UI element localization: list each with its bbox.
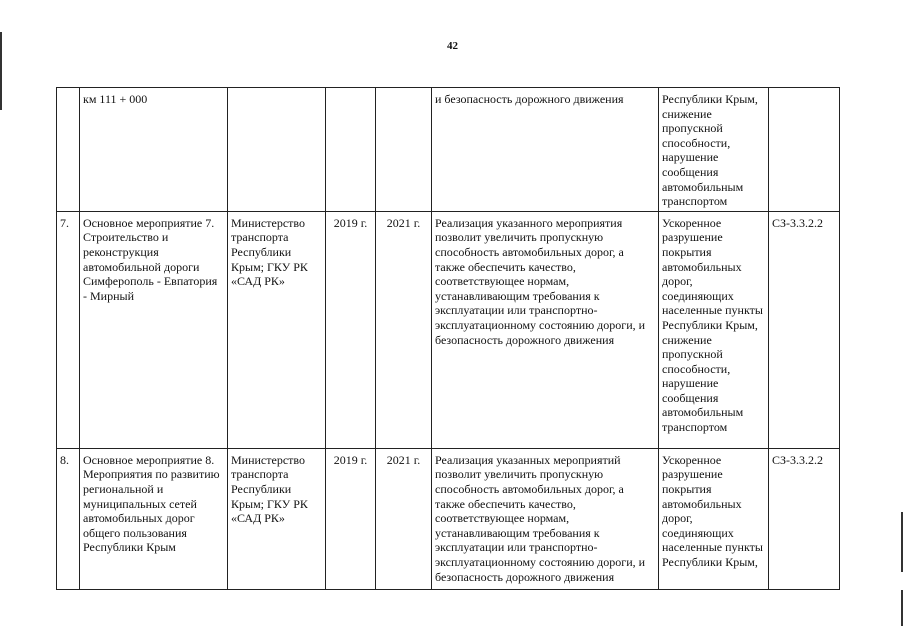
table-row	[57, 88, 840, 212]
scan-edge-mark	[901, 512, 903, 572]
expected-result-cell: и безопасность дорожного движения	[432, 88, 659, 212]
end-year-cell: 2021 г.	[376, 211, 432, 448]
start-year-cell: 2019 г.	[326, 448, 376, 589]
end-year-cell: 2021 г.	[376, 448, 432, 589]
table-row	[57, 448, 840, 589]
expected-result-cell: Реализация указанных мероприятий позволит увеличить пропускную способность автомобильных дорог, а также обеспечить качество, соответствующее нормам, устанавливающим требования к эксплуатации или транспортно-эксплуатационному состоянию дороги, и безопасность дорожного движения	[432, 448, 659, 589]
indicator-link-cell: СЗ-3.3.2.2	[769, 448, 840, 589]
row-number-cell	[57, 88, 80, 212]
indicator-link-cell: СЗ-3.3.2.2	[769, 211, 840, 448]
consequence-cell: Ускоренное разрушение покрытия автомобильных дорог, соединяющих населенные пункты Республики Крым,	[659, 448, 769, 589]
scan-edge-mark	[901, 590, 903, 626]
start-year-cell	[326, 88, 376, 212]
executor-cell: Министерство транспорта Республики Крым; ГКУ РК «САД РК»	[228, 211, 326, 448]
start-year-cell: 2019 г.	[326, 211, 376, 448]
consequence-cell: Ускоренное разрушение покрытия автомобильных дорог, соединяющих населенные пункты Республики Крым, снижение пропускной способности, нарушение сообщения автомобильным транспортом	[659, 211, 769, 448]
executor-cell	[228, 88, 326, 212]
consequence-cell: Республики Крым, снижение пропускной способности, нарушение сообщения автомобильным транспортом	[659, 88, 769, 212]
row-number-cell: 8.	[57, 448, 80, 589]
executor-cell: Министерство транспорта Республики Крым; ГКУ РК «САД РК»	[228, 448, 326, 589]
page-number: 42	[447, 40, 458, 52]
row-number-cell: 7.	[57, 211, 80, 448]
measure-name-cell: Основное мероприятие 7. Строительство и реконструкция автомобильной дороги Симферополь - Евпатория - Мирный	[80, 211, 228, 448]
end-year-cell	[376, 88, 432, 212]
measure-name-cell: Основное мероприятие 8. Мероприятия по развитию региональной и муниципальных сетей автомобильных дорог общего пользования Республики Крым	[80, 448, 228, 589]
measures-table	[56, 87, 840, 590]
scan-edge-mark	[0, 32, 2, 110]
indicator-link-cell	[769, 88, 840, 212]
measure-name-cell: км 111 + 000	[80, 88, 228, 212]
table-row	[57, 211, 840, 448]
expected-result-cell: Реализация указанного мероприятия позволит увеличить пропускную способность автомобильных дорог, а также обеспечить качество, соответствующее нормам, устанавливающим требования к эксплуатации или транспортно-эксплуатационному состоянию дороги, и безопасность дорожного движения	[432, 211, 659, 448]
